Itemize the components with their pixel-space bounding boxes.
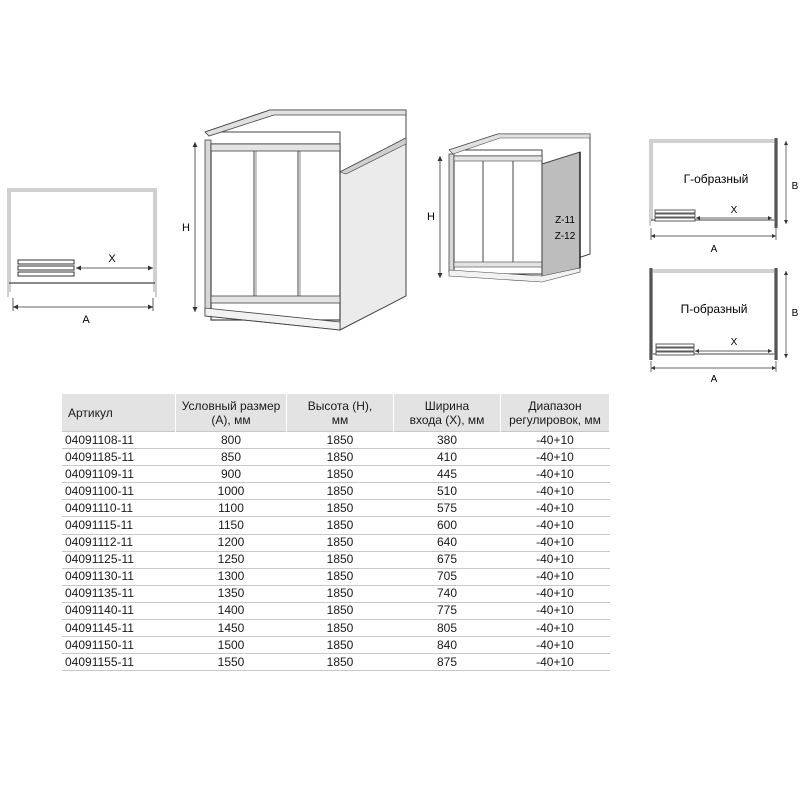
header-range-line2: регулировок, мм <box>509 412 601 427</box>
table-row <box>62 568 610 585</box>
side-panel-code-1: Z-11 <box>555 215 575 226</box>
table-row <box>62 551 610 568</box>
table-row <box>62 500 610 517</box>
cell-width: 380 <box>394 432 501 449</box>
g-shape-plan-diagram <box>640 130 800 260</box>
cell-article: 04091112-11 <box>62 534 176 551</box>
header-size-line2: (А), мм <box>211 412 251 427</box>
header-article <box>62 394 176 432</box>
front-dim-h-label: H <box>182 222 190 234</box>
cell-article: 04091145-11 <box>62 620 176 637</box>
front-bottom-rail <box>211 296 340 303</box>
cell-height: 1850 <box>287 654 394 671</box>
p-shape-plan-diagram <box>640 260 800 390</box>
cell-range: -40+10 <box>501 602 610 619</box>
cell-size: 800 <box>176 432 287 449</box>
cell-article: 04091100-11 <box>62 483 176 500</box>
cell-width: 840 <box>394 637 501 654</box>
front-left-post <box>205 140 211 316</box>
cell-width: 640 <box>394 534 501 551</box>
front-top-rail <box>211 144 340 151</box>
g-dim-a-label: A <box>710 244 718 255</box>
cell-article: 04091115-11 <box>62 517 176 534</box>
plan-dim-a-label: A <box>82 314 90 326</box>
side-left-post <box>449 154 454 272</box>
cell-size: 1000 <box>176 483 287 500</box>
cell-width: 805 <box>394 620 501 637</box>
p-dim-b-label: B <box>791 308 799 319</box>
cell-range: -40+10 <box>501 483 610 500</box>
cell-height: 1850 <box>287 551 394 568</box>
cell-article: 04091185-11 <box>62 449 176 466</box>
cell-article: 04091109-11 <box>62 466 176 483</box>
header-size-line1: Условный размер <box>181 398 281 413</box>
table-row <box>62 654 610 671</box>
header-range <box>501 394 610 432</box>
table-row <box>62 432 610 449</box>
plan-dim-x-label: X <box>108 253 116 265</box>
g-door-panel <box>655 218 695 221</box>
header-height <box>287 394 394 432</box>
table-row <box>62 637 610 654</box>
table-row <box>62 620 610 637</box>
side-dim-h-label: H <box>427 211 435 223</box>
table-row <box>62 466 610 483</box>
plan-view-diagram <box>0 180 170 330</box>
cell-range: -40+10 <box>501 449 610 466</box>
header-width <box>394 394 501 432</box>
side-door-frame <box>454 156 542 274</box>
cell-width: 575 <box>394 500 501 517</box>
cell-range: -40+10 <box>501 568 610 585</box>
header-width-line1: Ширина <box>424 398 470 413</box>
cell-article: 04091135-11 <box>62 585 176 602</box>
header-height-line1: Высота (Н), <box>307 398 373 413</box>
front-view-diagram <box>170 100 420 350</box>
plan-door-panel <box>18 266 74 270</box>
cell-height: 1850 <box>287 483 394 500</box>
p-door-panel <box>656 352 694 355</box>
cell-size: 1300 <box>176 568 287 585</box>
cell-width: 875 <box>394 654 501 671</box>
cell-height: 1850 <box>287 585 394 602</box>
cell-range: -40+10 <box>501 551 610 568</box>
cell-size: 850 <box>176 449 287 466</box>
cell-size: 1250 <box>176 551 287 568</box>
p-door-panel <box>656 348 694 351</box>
p-door-panel <box>656 344 694 347</box>
cell-width: 705 <box>394 568 501 585</box>
cell-width: 410 <box>394 449 501 466</box>
side-top-rail <box>454 156 542 161</box>
cell-range: -40+10 <box>501 654 610 671</box>
cell-height: 1850 <box>287 620 394 637</box>
side-bottom-rail <box>454 262 542 267</box>
header-height-line2: мм <box>331 412 349 427</box>
cell-article: 04091110-11 <box>62 500 176 517</box>
cell-size: 1100 <box>176 500 287 517</box>
p-dim-a-label: A <box>710 374 718 385</box>
cell-height: 1850 <box>287 466 394 483</box>
cell-range: -40+10 <box>501 637 610 654</box>
cell-width: 675 <box>394 551 501 568</box>
plan-wall-outline <box>9 190 155 295</box>
g-door-panel <box>655 210 695 213</box>
cell-size: 1150 <box>176 517 287 534</box>
cell-range: -40+10 <box>501 585 610 602</box>
cell-size: 1350 <box>176 585 287 602</box>
cell-height: 1850 <box>287 500 394 517</box>
header-size <box>176 394 287 432</box>
cell-width: 600 <box>394 517 501 534</box>
front-door-frame <box>211 144 340 320</box>
g-dim-b-label: B <box>791 181 799 192</box>
cell-height: 1850 <box>287 602 394 619</box>
cell-range: -40+10 <box>501 500 610 517</box>
p-dim-x-label: X <box>730 337 738 348</box>
cell-height: 1850 <box>287 449 394 466</box>
cell-article: 04091108-11 <box>62 432 176 449</box>
cell-article: 04091130-11 <box>62 568 176 585</box>
table-row <box>62 585 610 602</box>
cell-range: -40+10 <box>501 432 610 449</box>
plan-door-panel <box>18 272 74 276</box>
cell-article: 04091140-11 <box>62 602 176 619</box>
cell-article: 04091125-11 <box>62 551 176 568</box>
table-row <box>62 483 610 500</box>
plan-door-panel <box>18 260 74 264</box>
cell-width: 775 <box>394 602 501 619</box>
header-range-line1: Диапазон <box>528 398 582 413</box>
header-article-text: Артикул <box>68 405 113 420</box>
cell-height: 1850 <box>287 637 394 654</box>
cell-range: -40+10 <box>501 620 610 637</box>
cell-size: 1450 <box>176 620 287 637</box>
side-panel-view-diagram <box>420 130 600 295</box>
cell-range: -40+10 <box>501 466 610 483</box>
cell-size: 1400 <box>176 602 287 619</box>
cell-article: 04091155-11 <box>62 654 176 671</box>
cell-width: 510 <box>394 483 501 500</box>
specifications-table <box>62 394 610 671</box>
cell-height: 1850 <box>287 568 394 585</box>
g-dim-x-label: X <box>730 205 738 216</box>
cell-height: 1850 <box>287 517 394 534</box>
table-row <box>62 449 610 466</box>
table-row <box>62 602 610 619</box>
cell-width: 740 <box>394 585 501 602</box>
cell-range: -40+10 <box>501 517 610 534</box>
side-panel-code-2: Z-12 <box>554 231 576 242</box>
table-row <box>62 517 610 534</box>
cell-height: 1850 <box>287 432 394 449</box>
cell-size: 1500 <box>176 637 287 654</box>
specifications-table-body <box>62 432 610 671</box>
cell-size: 1200 <box>176 534 287 551</box>
g-door-panel <box>655 214 695 217</box>
header-width-line2: входа (Х), мм <box>409 412 485 427</box>
cell-size: 900 <box>176 466 287 483</box>
table-row <box>62 534 610 551</box>
cell-range: -40+10 <box>501 534 610 551</box>
cell-height: 1850 <box>287 534 394 551</box>
cell-width: 445 <box>394 466 501 483</box>
cell-size: 1550 <box>176 654 287 671</box>
p-title: П-образный <box>680 302 748 316</box>
cell-article: 04091150-11 <box>62 637 176 654</box>
table-header-row <box>62 394 610 432</box>
g-title: Г-образный <box>683 172 749 186</box>
